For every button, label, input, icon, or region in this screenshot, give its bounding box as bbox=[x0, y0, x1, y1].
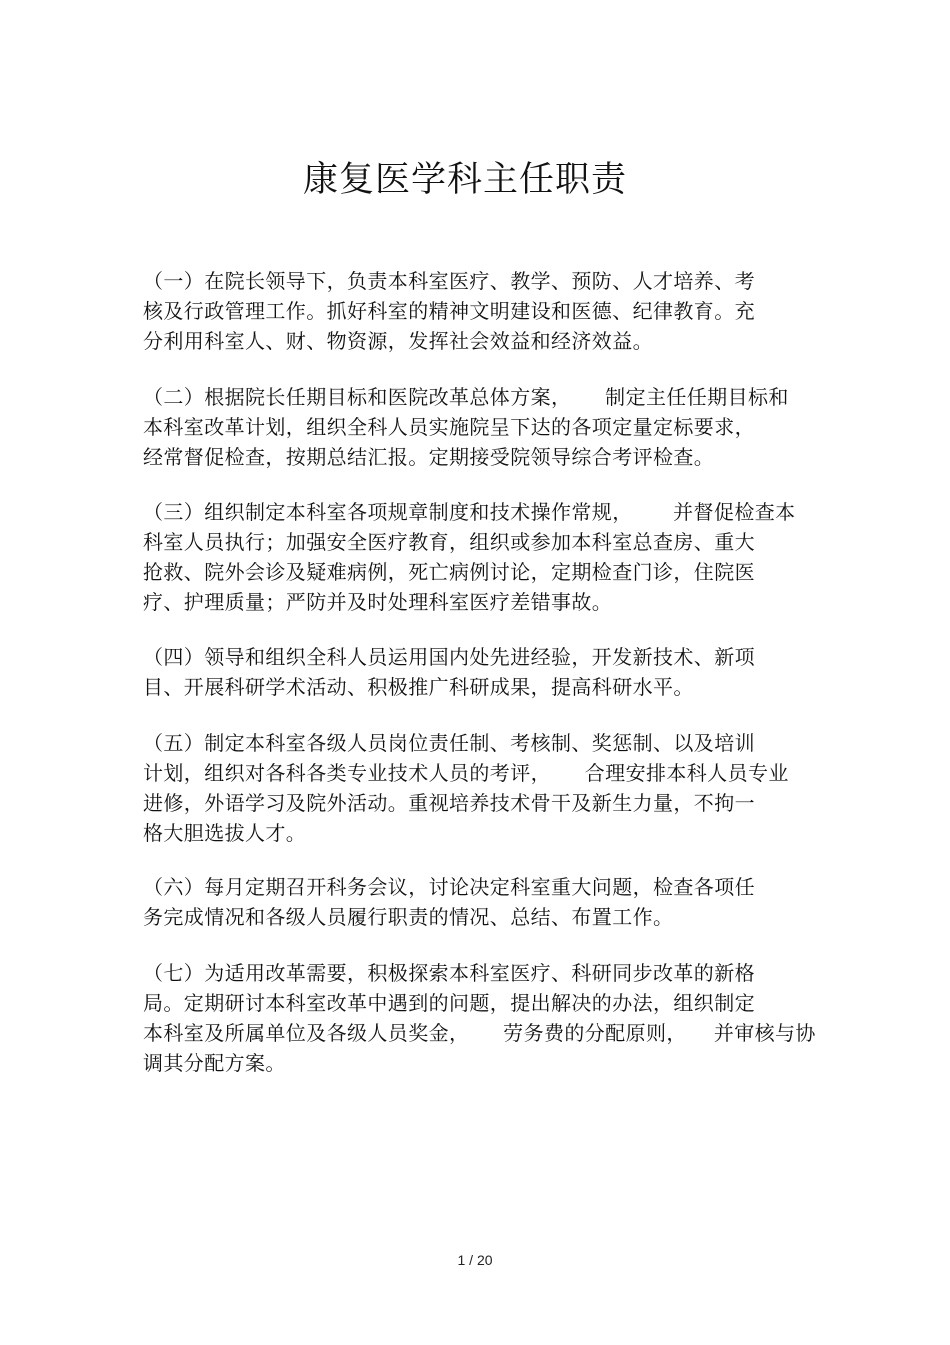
document-title: 康复医学科主任职责 bbox=[302, 160, 627, 200]
paragraph-3 bbox=[143, 497, 796, 617]
paragraph-line: 核及行政管理工作。抓好科室的精神文明建设和医德、纪律教育。充 bbox=[143, 299, 755, 323]
paragraph-line: 目、开展科研学术活动、积极推广科研成果，提高科研水平。 bbox=[143, 675, 694, 699]
paragraph-line: 科室人员执行；加强安全医疗教育，组织或参加本科室总查房、重大 bbox=[143, 530, 755, 554]
page-number: 1 / 20 bbox=[457, 1252, 493, 1268]
paragraph-line: 经常督促检查，按期总结汇报。定期接受院领导综合考评检查。 bbox=[143, 445, 715, 469]
paragraph-line: （四）领导和组织全科人员运用国内处先进经验，开发新技术、新项 bbox=[143, 645, 755, 669]
paragraph-line: 本科室及所属单位及各级人员奖金， 劳务费的分配原则， 并审核与协 bbox=[143, 1021, 816, 1045]
paragraph-line: 计划，组织对各科各类专业技术人员的考评， 合理安排本科人员专业 bbox=[143, 761, 789, 785]
paragraph-line: （五）制定本科室各级人员岗位责任制、考核制、奖惩制、以及培训 bbox=[143, 731, 755, 755]
paragraph-line: 抢救、院外会诊及疑难病例，死亡病例讨论，定期检查门诊，住院医 bbox=[143, 560, 755, 584]
paragraph-line: 务完成情况和各级人员履行职责的情况、总结、布置工作。 bbox=[143, 905, 674, 929]
paragraph-line: （一）在院长领导下，负责本科室医疗、教学、预防、人才培养、考 bbox=[143, 269, 755, 293]
paragraph-line: 格大胆选拔人才。 bbox=[143, 821, 307, 845]
paragraph-line: 进修，外语学习及院外活动。重视培养技术骨干及新生力量，不拘一 bbox=[143, 791, 755, 815]
paragraph-7 bbox=[143, 958, 816, 1078]
paragraph-1 bbox=[143, 266, 755, 356]
paragraph-line: 疗、护理质量；严防并及时处理科室医疗差错事故。 bbox=[143, 590, 613, 614]
paragraph-line: 调其分配方案。 bbox=[143, 1051, 286, 1075]
paragraph-line: 局。定期研讨本科室改革中遇到的问题，提出解决的办法，组织制定 bbox=[143, 991, 755, 1015]
paragraph-4 bbox=[143, 642, 755, 702]
paragraph-5 bbox=[143, 728, 789, 848]
paragraph-line: （三）组织制定本科室各项规章制度和技术操作常规， 并督促检查本 bbox=[143, 500, 796, 524]
paragraph-2 bbox=[143, 382, 789, 472]
paragraph-line: 本科室改革计划，组织全科人员实施院呈下达的各项定量定标要求， bbox=[143, 415, 755, 439]
paragraph-line: （七）为适用改革需要，积极探索本科室医疗、科研同步改革的新格 bbox=[143, 961, 755, 985]
paragraph-line: （六）每月定期召开科务会议，讨论决定科室重大问题，检查各项任 bbox=[143, 875, 755, 899]
paragraph-line: 分利用科室人、财、物资源，发挥社会效益和经济效益。 bbox=[143, 329, 653, 353]
paragraph-6 bbox=[143, 872, 755, 932]
paragraph-line: （二）根据院长任期目标和医院改革总体方案， 制定主任任期目标和 bbox=[143, 385, 789, 409]
